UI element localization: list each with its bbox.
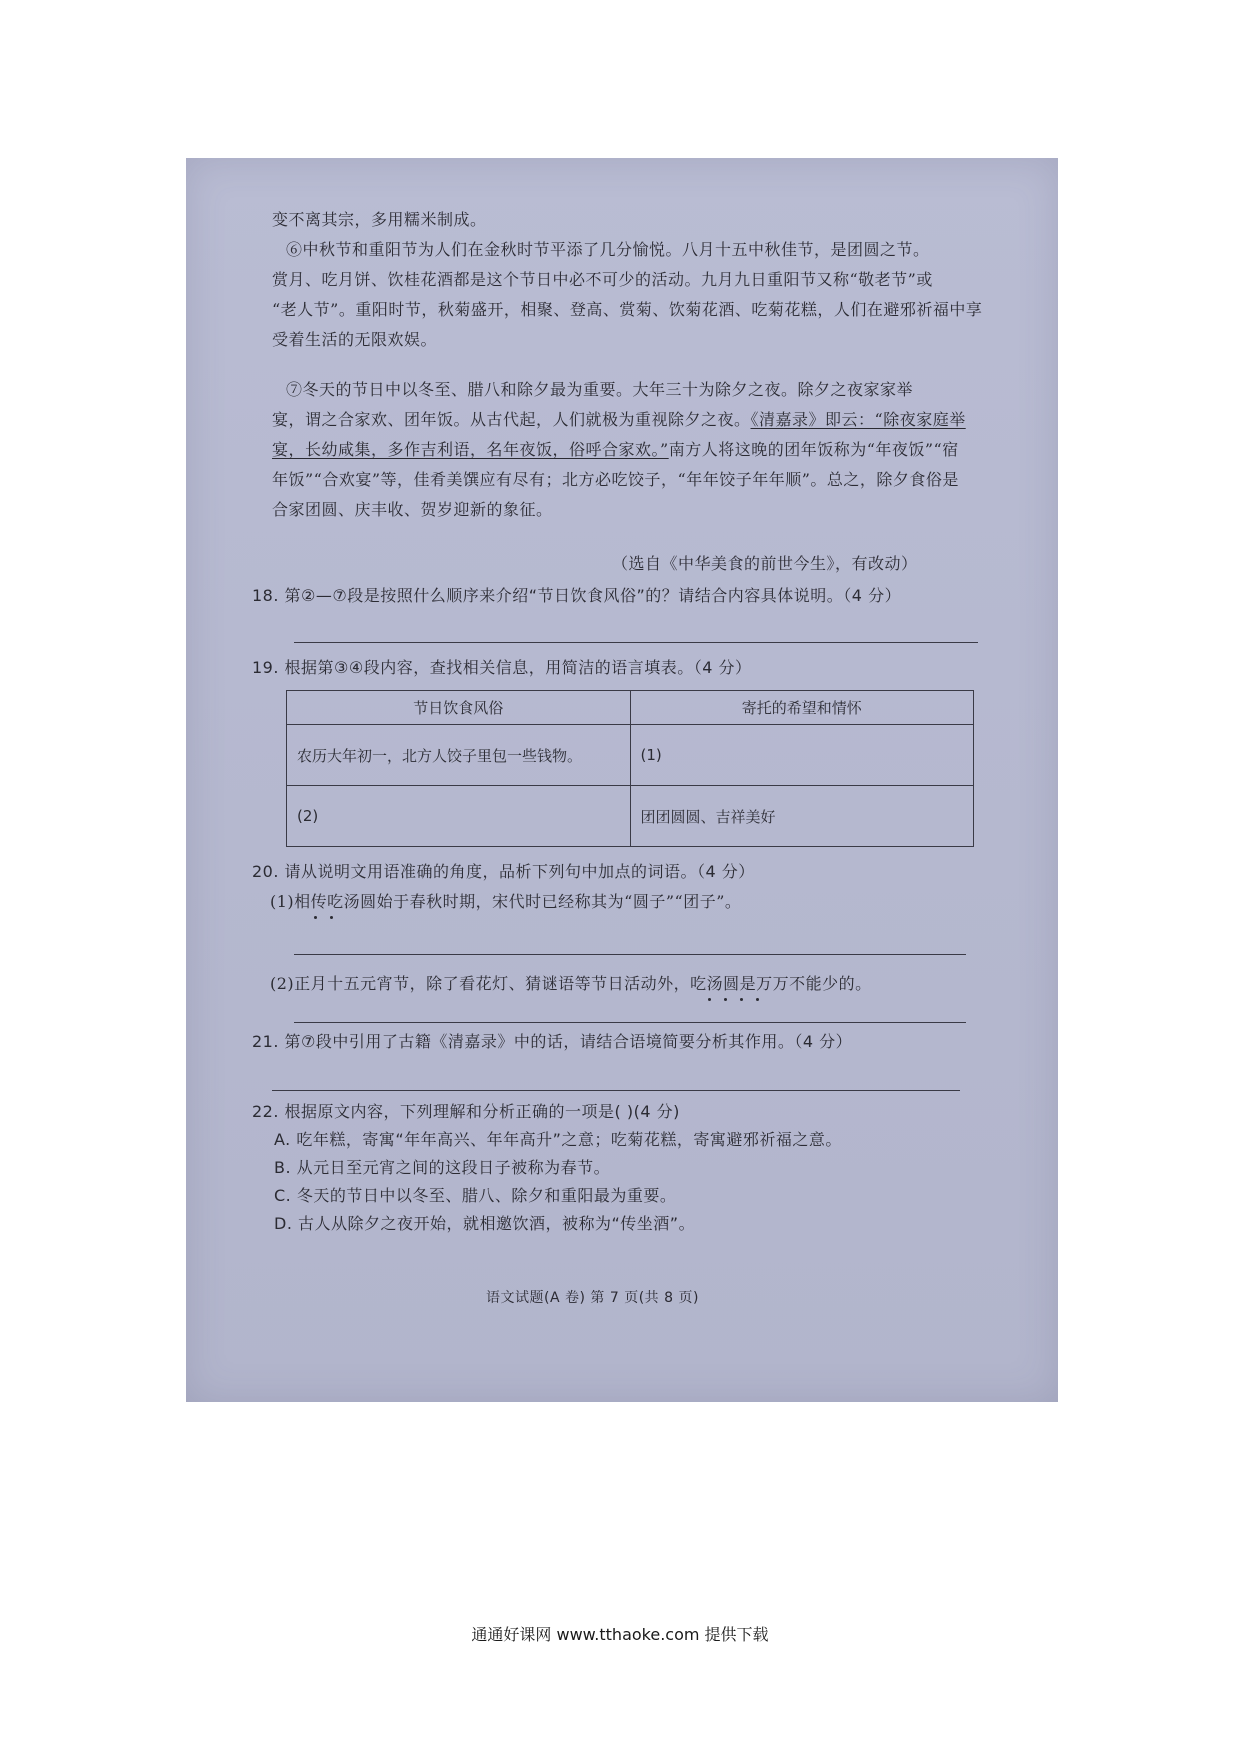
scanned-exam-page: [186, 158, 1058, 1402]
emphasis-dot: [314, 916, 317, 919]
paragraph-6-line: 受着生活的无限欢娱。: [272, 330, 438, 349]
q20-2-answer-line[interactable]: [294, 1022, 966, 1023]
paragraph-7-line: ⑦冬天的节日中以冬至、腊八和除夕最为重要。大年三十为除夕之夜。除夕之夜家家举: [286, 380, 914, 399]
paragraph-6-line: “老人节”。重阳时节，秋菊盛开，相聚、登高、赏菊、饮菊花酒、吃菊花糕，人们在避邪祈福中享: [272, 300, 983, 319]
paragraph-7-line: 合家团圆、庆丰收、贺岁迎新的象征。: [272, 500, 553, 519]
question-22-option-b[interactable]: B. 从元日至元宵之间的这段日子被称为春节。: [274, 1158, 611, 1177]
paragraph-7-line: [272, 440, 959, 460]
q19-table: [286, 690, 974, 847]
question-18: 18. 第②—⑦段是按照什么顺序来介绍“节日饮食风俗”的？请结合内容具体说明。（4 分）: [252, 586, 902, 605]
emphasis-dot: [740, 998, 743, 1001]
paragraph-7-text: 宴，谓之合家欢、团年饭。从古代起，人们就极为重视除夕之夜。: [272, 410, 751, 429]
paragraph-7-line: 年饭”“合欢宴”等，佳肴美馔应有尽有；北方必吃饺子，“年年饺子年年顺”。总之，除夕食俗是: [272, 470, 959, 489]
qingjialu-quote: 《清嘉录》即云：“除夜家庭举: [750, 410, 966, 429]
q21-answer-line[interactable]: [272, 1090, 960, 1091]
question-20-item-2: (2)正月十五元宵节，除了看花灯、猜谜语等节日活动外，吃汤圆是万万不能少的。: [270, 974, 872, 993]
question-22: 22. 根据原文内容，下列理解和分析正确的一项是( )(4 分): [252, 1102, 680, 1121]
table-cell: 团团圆圆、吉祥美好: [630, 786, 974, 847]
question-21: 21. 第⑦段中引用了古籍《清嘉录》中的话，请结合语境简要分析其作用。（4 分）: [252, 1032, 853, 1051]
emphasis-dot: [724, 998, 727, 1001]
table-row: [287, 786, 974, 847]
answer-cell-1[interactable]: (1): [630, 725, 974, 786]
question-19: 19. 根据第③④段内容，查找相关信息，用简洁的语言填表。（4 分）: [252, 658, 752, 677]
answer-cell-2[interactable]: (2): [287, 786, 631, 847]
passage-line: 变不离其宗，多用糯米制成。: [272, 210, 487, 229]
table-cell: 农历大年初一，北方人饺子里包一些钱物。: [287, 725, 631, 786]
paragraph-6-line: 赏月、吃月饼、饮桂花酒都是这个节日中必不可少的活动。九月九日重阳节又称“敬老节”或: [272, 270, 933, 289]
emphasis-dot: [708, 998, 711, 1001]
q18-answer-line[interactable]: [294, 642, 978, 643]
site-footer: 通通好课网 www.tthaoke.com 提供下载: [471, 1625, 769, 1644]
paragraph-7-text: 南方人将这晚的团年饭称为“年夜饭”“宿: [668, 440, 959, 459]
q20-1-answer-line[interactable]: [294, 954, 966, 955]
table-header-customs: 节日饮食风俗: [287, 691, 631, 725]
page-number-footer: 语文试题(A 卷) 第 7 页(共 8 页): [486, 1290, 699, 1306]
question-22-option-d[interactable]: D. 古人从除夕之夜开始，就相邀饮酒，被称为“传坐酒”。: [274, 1214, 696, 1233]
passage-source: （选自《中华美食的前世今生》，有改动）: [612, 554, 918, 573]
emphasis-dot: [330, 916, 333, 919]
qingjialu-quote: 宴，长幼咸集，多作吉利语，名年夜饭，俗呼合家欢。”: [272, 440, 669, 459]
table-header-hopes: 寄托的希望和情怀: [630, 691, 974, 725]
question-20-item-1: (1)相传吃汤圆始于春秋时期，宋代时已经称其为“圆子”“团子”。: [270, 892, 742, 911]
table-header-row: [287, 691, 974, 725]
question-22-option-c[interactable]: C. 冬天的节日中以冬至、腊八、除夕和重阳最为重要。: [274, 1186, 677, 1205]
table-row: [287, 725, 974, 786]
question-20: 20. 请从说明文用语准确的角度，品析下列句中加点的词语。（4 分）: [252, 862, 755, 881]
emphasis-dot: [756, 998, 759, 1001]
paragraph-7-line: [272, 410, 966, 430]
question-22-option-a[interactable]: A. 吃年糕，寄寓“年年高兴、年年高升”之意；吃菊花糕，寄寓避邪祈福之意。: [274, 1130, 842, 1149]
paragraph-6-line: ⑥中秋节和重阳节为人们在金秋时节平添了几分愉悦。八月十五中秋佳节，是团圆之节。: [286, 240, 930, 259]
